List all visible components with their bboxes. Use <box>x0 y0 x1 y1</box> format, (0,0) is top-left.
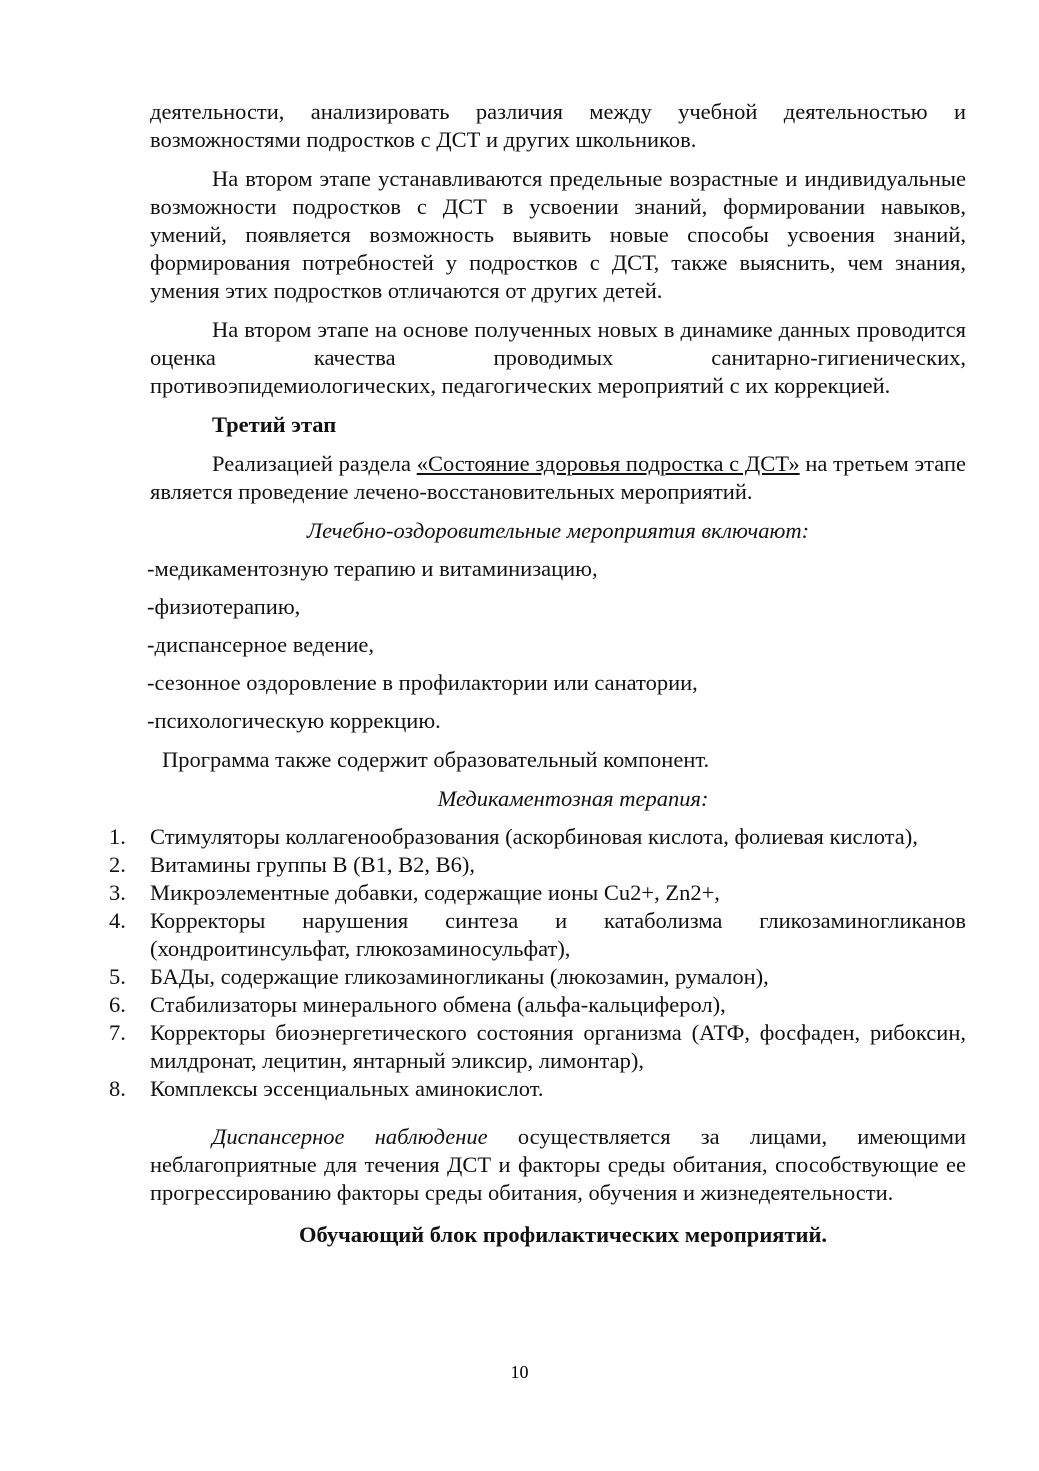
measure-item: -сезонное оздоровление в профилактории или санатории, <box>147 670 698 695</box>
page-number: 10 <box>510 1362 529 1382</box>
measure-item: -физиотерапию, <box>147 594 301 619</box>
measure-item: -медикаментозную терапию и витаминизацию, <box>147 556 598 581</box>
drug-list-item <box>109 907 966 963</box>
dispensary-text: осуществляется за лицами, имеющими неблагоприятные для течения ДСТ и факторы среды обитания, способствующие ее прогрессированию факторы среды обитания, обучения и жизнедеятельности. <box>150 1124 966 1205</box>
list-number: 2. <box>109 852 126 877</box>
subheading-measures: Лечебно-оздоровительные мероприятия включают: <box>306 518 810 543</box>
drug-list-item <box>109 991 966 1019</box>
paragraph-program: Программа также содержит образовательный компонент. <box>162 747 710 772</box>
list-number: 1. <box>109 824 126 849</box>
dispensary-term: Диспансерное наблюдение <box>212 1124 488 1149</box>
heading-training-block: Обучающий блок профилактических мероприятий. <box>298 1222 828 1247</box>
stage3-text-after: на третьем этапе является проведение лечено-восстановительных мероприятий. <box>150 451 966 504</box>
list-text: Витамины группы В (В1, В2, В6), <box>150 852 475 877</box>
list-number: 5. <box>109 964 126 989</box>
measures-list <box>147 555 966 735</box>
drug-list-item <box>109 879 966 907</box>
list-number: 4. <box>109 908 126 933</box>
list-number: 6. <box>109 992 126 1017</box>
list-text: Комплексы эссенциальных аминокислот. <box>150 1076 544 1101</box>
list-number: 3. <box>109 880 126 905</box>
list-text: Корректоры биоэнергетического состояния организма (АТФ, фосфаден, рибоксин, милдронат, лецитин, янтарный эликсир, лимонтар), <box>150 1020 966 1073</box>
list-text: Стабилизаторы минерального обмена (альфа-кальциферол), <box>150 992 726 1017</box>
list-number: 8. <box>109 1076 126 1101</box>
paragraph-stage2-capabilities: На втором этапе устанавливаются предельные возрастные и индивидуальные возможности подростков с ДСТ в усвоении знаний, формировании навыков, умений, появляется возможность выявить новые способы усвоения знаний, формирования потребностей у подростков с ДСТ, также выяснить, чем знания, умения этих подростков отличаются от других детей. <box>150 166 966 303</box>
heading-stage3: Третий этап <box>212 412 337 437</box>
paragraph-stage2-evaluation: На втором этапе на основе полученных новых в динамике данных проводится оценка качества проводимых санитарно-гигиенических, противоэпидемиологических, педагогических мероприятий с их коррекцией. <box>150 317 966 398</box>
subheading-drug-therapy: Медикаментозная терапия: <box>437 786 709 811</box>
drug-list-item <box>109 963 966 991</box>
list-text: БАДы, содержащие гликозаминогликаны (люкозамин, румалон), <box>150 964 769 989</box>
section-reference-link: «Состояние здоровья подростка с ДСТ» <box>416 451 800 476</box>
paragraph-dispensary <box>150 1123 966 1207</box>
measure-item: -диспансерное ведение, <box>147 632 375 657</box>
list-text: Корректоры нарушения синтеза и катаболизма гликозаминогликанов (хондроитинсульфат, глюкозаминосульфат), <box>150 908 966 961</box>
paragraph-stage3 <box>150 450 966 506</box>
drug-therapy-list <box>109 823 966 1103</box>
list-number: 7. <box>109 1020 126 1045</box>
drug-list-item <box>109 1075 966 1103</box>
measure-item: -психологическую коррекцию. <box>147 708 441 733</box>
drug-list-item <box>109 851 966 879</box>
list-text: Стимуляторы коллагенообразования (аскорбиновая кислота, фолиевая кислота), <box>150 824 918 849</box>
drug-list-item <box>109 1019 966 1075</box>
list-text: Микроэлементные добавки, содержащие ионы Cu2+, Zn2+, <box>150 880 720 905</box>
drug-list-item <box>109 823 966 851</box>
paragraph-intro: деятельности, анализировать различия между учебной деятельностью и возможностями подростков с ДСТ и других школьников. <box>150 99 966 152</box>
stage3-text-before: Реализацией раздела <box>212 451 417 476</box>
